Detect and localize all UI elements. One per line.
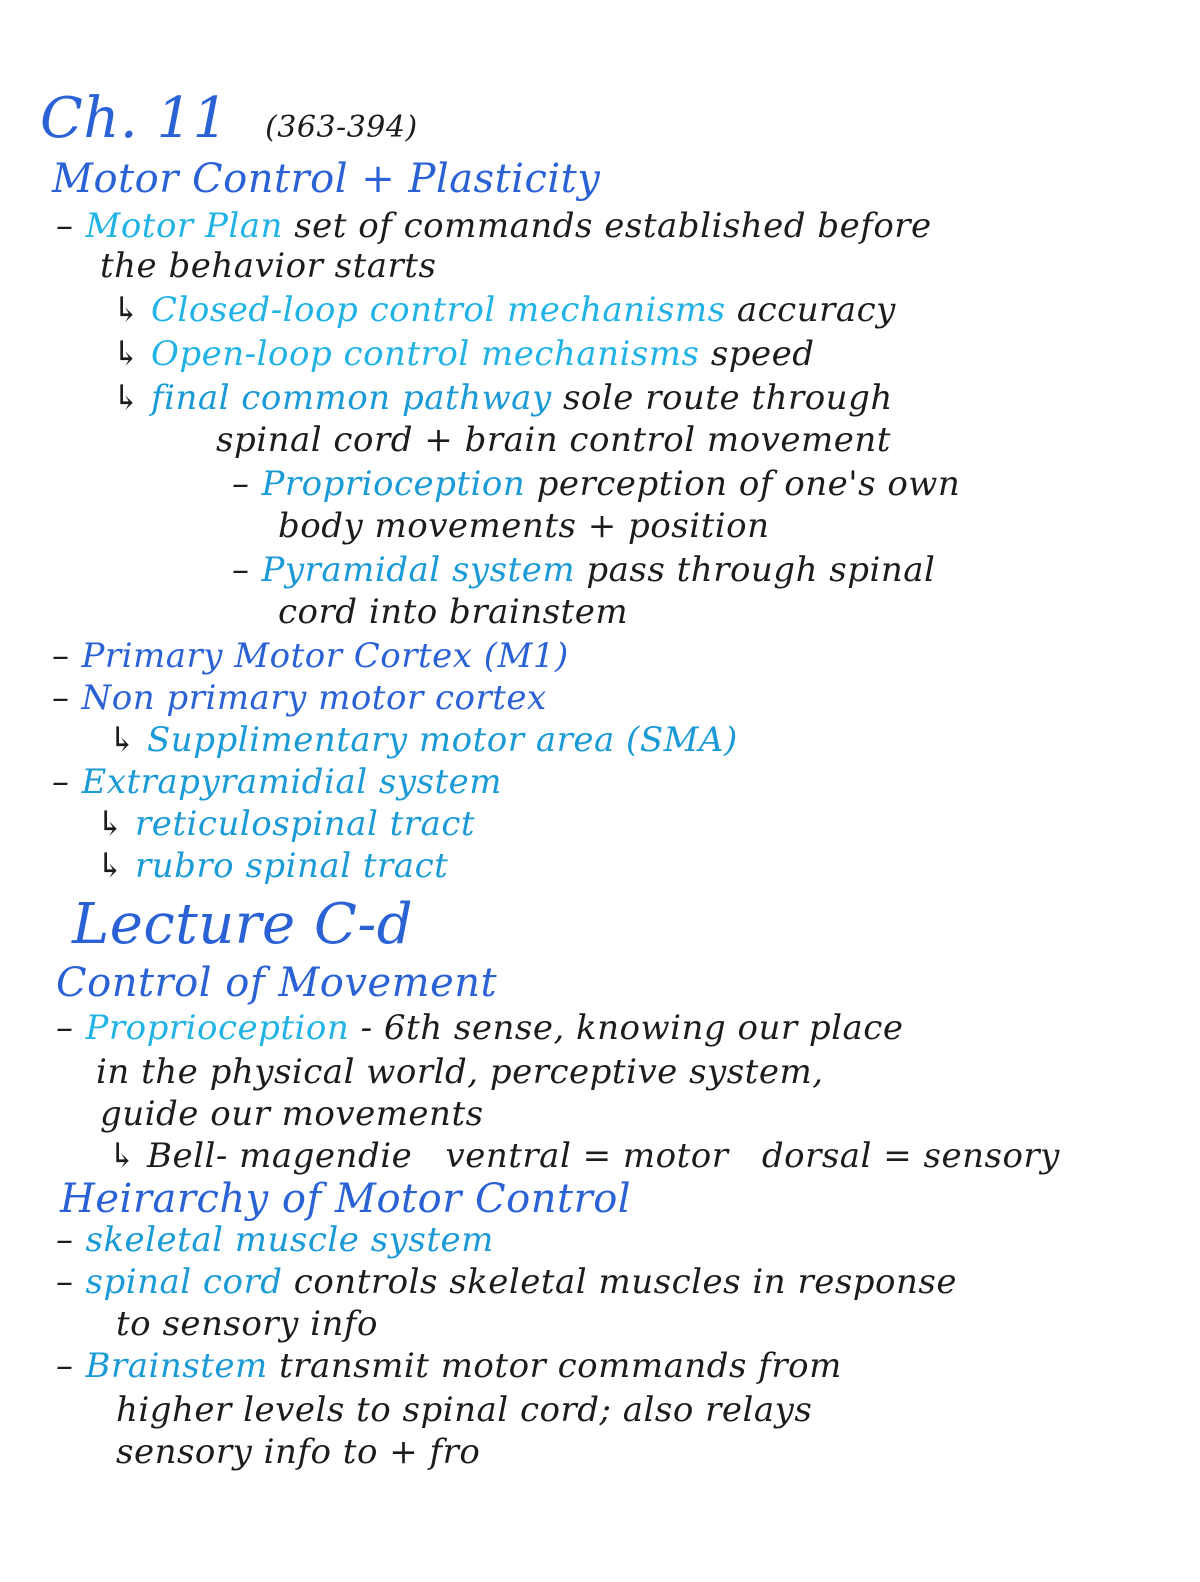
term-skeletal: skeletal muscle system [85, 1220, 494, 1260]
dash: – [52, 762, 70, 802]
bell-dorsal: dorsal = sensory [761, 1136, 1060, 1176]
bell-name: Bell- magendie [147, 1136, 413, 1176]
lecture-subtitle: Control of Movement [56, 960, 498, 1006]
note-brainstem-cont1: higher levels to spinal cord; also relays [116, 1390, 813, 1430]
lecture-title: Lecture C-d [72, 892, 414, 957]
note-proprio [232, 464, 960, 504]
dash: – [232, 550, 250, 590]
dash: – [56, 206, 74, 246]
lecture-proprio-cont1: in the physical world, perceptive system, [96, 1052, 824, 1092]
note-final-common [112, 378, 893, 418]
dash: – [52, 678, 70, 718]
lecture-proprio-cont2: guide our movements [100, 1094, 484, 1134]
def-pyramidal: pass through spinal [586, 550, 936, 590]
chapter-title: Ch. 11 [40, 86, 229, 151]
term-motor-plan: Motor Plan [85, 206, 283, 246]
def-brainstem: transmit motor commands from [279, 1346, 842, 1386]
dash: – [52, 636, 70, 676]
term-pyramidal: Pyramidal system [261, 550, 576, 590]
lecture-bell-magendie [108, 1136, 1060, 1176]
arrow-icon: ↳ [108, 720, 137, 760]
chapter-subtitle: Motor Control + Plasticity [52, 156, 601, 202]
def-open-loop: speed [710, 334, 815, 374]
def-closed-loop: accuracy [736, 290, 896, 330]
arrow-icon: ↳ [112, 378, 141, 418]
term-closed-loop: Closed-loop control mechanisms [151, 290, 726, 330]
arrow-icon: ↳ [108, 1136, 137, 1176]
lecture-proprio [56, 1008, 903, 1048]
term-nonprimary: Non primary motor cortex [81, 678, 547, 718]
dash: – [56, 1008, 74, 1048]
note-open-loop [112, 334, 815, 374]
dash: – [56, 1220, 74, 1260]
def-spinal-cord: controls skeletal muscles in response [293, 1262, 957, 1302]
term-rubrospinal: rubro spinal tract [135, 846, 449, 886]
note-closed-loop [112, 290, 896, 330]
term-final-common: final common pathway [151, 378, 552, 418]
term-proprio: Proprioception [261, 464, 526, 504]
note-rubrospinal [96, 846, 448, 886]
note-spinal-cord-cont: to sensory info [116, 1304, 378, 1344]
note-motor-plan [56, 206, 932, 246]
def-lecture-proprio: - 6th sense, knowing our place [360, 1008, 904, 1048]
def-final-common: sole route through [562, 378, 893, 418]
term-lecture-proprio: Proprioception [85, 1008, 350, 1048]
note-spinal-cord [56, 1262, 957, 1302]
note-brainstem [56, 1346, 842, 1386]
chapter-title-row [40, 88, 418, 159]
note-pyramidal-cont: cord into brainstem [278, 592, 629, 632]
term-brainstem: Brainstem [85, 1346, 268, 1386]
note-sma [108, 720, 738, 760]
page-range: (363-394) [265, 110, 418, 145]
term-primary: Primary Motor Cortex (M1) [81, 636, 569, 676]
term-reticulospinal: reticulospinal tract [135, 804, 476, 844]
note-nonprimary [52, 678, 547, 718]
term-spinal-cord: spinal cord [85, 1262, 283, 1302]
note-extrapyramidal [52, 762, 502, 802]
note-primary [52, 636, 569, 676]
term-extrapyramidal: Extrapyramidial system [81, 762, 503, 802]
dash: – [232, 464, 250, 504]
note-brainstem-cont2: sensory info to + fro [116, 1432, 481, 1472]
arrow-icon: ↳ [112, 290, 141, 330]
def-motor-plan: set of commands established before [294, 206, 932, 246]
note-skeletal [56, 1220, 494, 1260]
arrow-icon: ↳ [112, 334, 141, 374]
note-reticulospinal [96, 804, 475, 844]
term-sma: Supplimentary motor area (SMA) [147, 720, 738, 760]
dash: – [56, 1346, 74, 1386]
bell-ventral: ventral = motor [445, 1136, 729, 1176]
note-final-common-cont: spinal cord + brain control movement [216, 420, 891, 460]
term-open-loop: Open-loop control mechanisms [151, 334, 700, 374]
def-proprio: perception of one's own [536, 464, 961, 504]
note-pyramidal [232, 550, 935, 590]
note-proprio-cont: body movements + position [278, 506, 770, 546]
dash: – [56, 1262, 74, 1302]
note-motor-plan-cont: the behavior starts [100, 246, 437, 286]
arrow-icon: ↳ [96, 846, 125, 886]
hierarchy-heading: Heirarchy of Motor Control [60, 1176, 632, 1222]
arrow-icon: ↳ [96, 804, 125, 844]
